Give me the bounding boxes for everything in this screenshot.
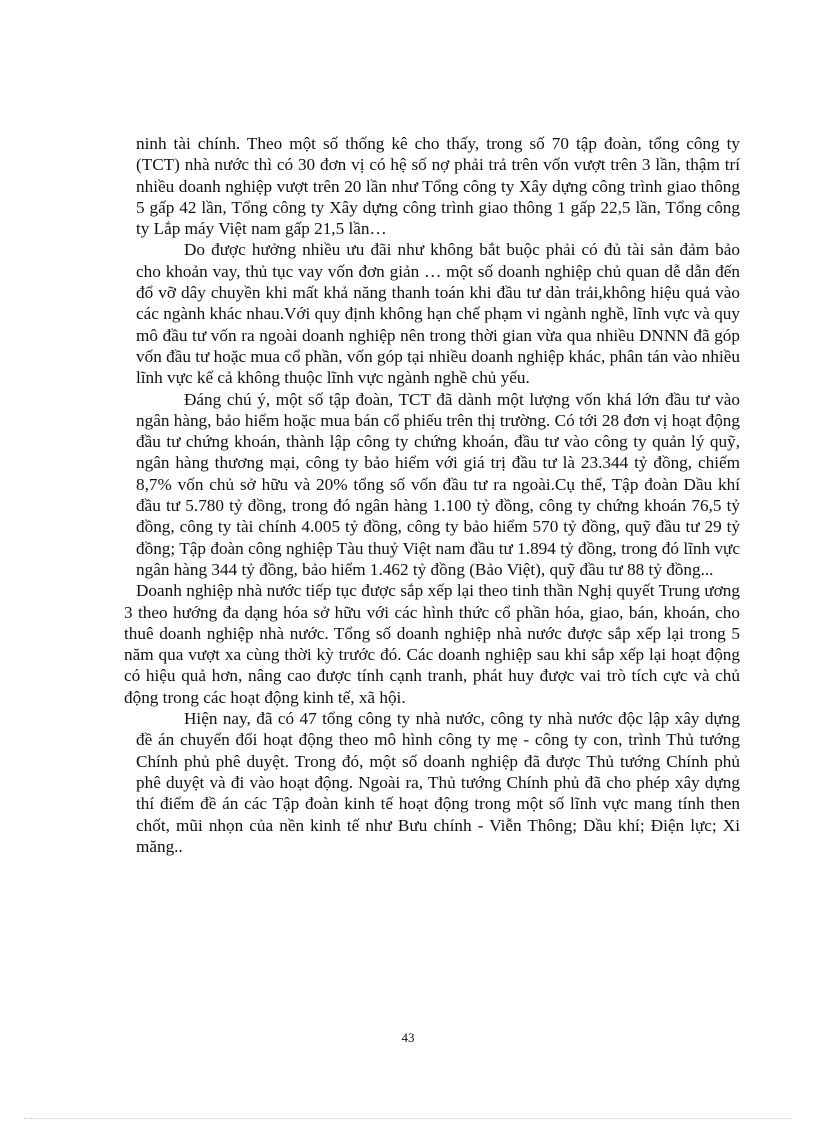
paragraph-5: Hiện nay, đã có 47 tổng công ty nhà nước, công ty nhà nước độc lập xây dựng đề án chuyển đổi hoạt động theo mô hình công ty mẹ - công ty con, trình Thủ tướng Chính phủ phê duyệt. Trong đó, một số doanh nghiệp đã được Thủ tướng Chính phủ phê duyệt và đi vào hoạt động. Ngoài ra, Thủ tướng Chính phủ đã cho phép xây dựng thí điểm đề án các Tập đoàn kinh tế hoạt động trong một số lĩnh vực mang tính then chốt, mũi nhọn của nền kinh tế như Bưu chính - Viễn Thông; Dầu khí; Điện lực; Xi măng.. bbox=[136, 709, 740, 856]
paragraph-2: Do được hưởng nhiều ưu đãi như không bắt buộc phải có đủ tài sản đảm bảo cho khoản vay, thủ tục vay vốn đơn giản … một số doanh nghiệp chủ quan dễ dẫn đến đổ vỡ dây chuyền khi mất khả năng thanh toán khi đầu tư dàn trải,không hiệu quả vào các ngành khác nhau.Với quy định không hạn chế phạm vi ngành nghề, lĩnh vực và quy mô đầu tư vốn ra ngoài doanh nghiệp nên trong thời gian vừa qua nhiều DNNN đã góp vốn đầu tư hoặc mua cổ phần, vốn góp tại nhiều doanh nghiệp khác, phân tán vào nhiều lĩnh vực kể cả không thuộc lĩnh vực ngành nghề chủ yếu. bbox=[136, 240, 740, 388]
page-bottom-divider bbox=[24, 1118, 792, 1119]
body-text bbox=[124, 133, 740, 857]
paragraph-4: Doanh nghiệp nhà nước tiếp tục được sắp xếp lại theo tinh thần Nghị quyết Trung ương 3 theo hướng đa dạng hóa sở hữu với các hình thức cổ phần hóa, giao, bán, khoán, cho thuê doanh nghiệp nhà nước. Tổng số doanh nghiệp nhà nước được sắp xếp lại trong 5 năm qua vượt xa cùng thời kỳ trước đó. Các doanh nghiệp sau khi sắp xếp lại hoạt động có hiệu quả hơn, nâng cao được tính cạnh tranh, phát huy được vai trò tích cực và chủ động trong các hoạt động kinh tế, xã hội. bbox=[124, 581, 740, 707]
paragraph-3: Đáng chú ý, một số tập đoàn, TCT đã dành một lượng vốn khá lớn đầu tư vào ngân hàng, bảo hiểm hoặc mua bán cổ phiếu trên thị trường. Có tới 28 đơn vị hoạt động đầu tư chứng khoán, thành lập công ty chứng khoán, đầu tư vào công ty quản lý quỹ, ngân hàng thương mại, công ty bảo hiểm với giá trị đầu tư là 23.344 tỷ đồng, chiếm 8,7% vốn chủ sở hữu và 20% tổng số vốn đầu tư ra ngoài.Cụ thể, Tập đoàn Dầu khí đầu tư 5.780 tỷ đồng, trong đó ngân hàng 1.100 tỷ đồng, công ty chứng khoán 76,5 tỷ đồng, công ty tài chính 4.005 tỷ đồng, công ty bảo hiểm 570 tỷ đồng, quỹ đầu tư 29 tỷ đồng; Tập đoàn công nghiệp Tàu thuỷ Việt nam đầu tư 1.894 tỷ đồng, trong đó lĩnh vực ngân hàng 344 tỷ đồng, bảo hiểm 1.462 tỷ đồng (Bảo Việt), quỹ đầu tư 88 tỷ đồng... bbox=[136, 389, 740, 579]
page-number: 43 bbox=[401, 1030, 415, 1045]
paragraph-1: ninh tài chính. Theo một số thống kê cho thấy, trong số 70 tập đoàn, tổng công ty (TCT) nhà nước thì có 30 đơn vị có hệ số nợ phải trả trên vốn vượt trên 3 lần, thậm trí nhiều doanh nghiệp vượt trên 20 lần như Tổng công ty Xây dựng công trình giao thông 5 gấp 42 lần, Tổng công ty Xây dựng công trình giao thông 1 gấp 22,5 lần, Tổng công ty Lắp máy Việt nam gấp 21,5 lần… bbox=[136, 134, 740, 239]
